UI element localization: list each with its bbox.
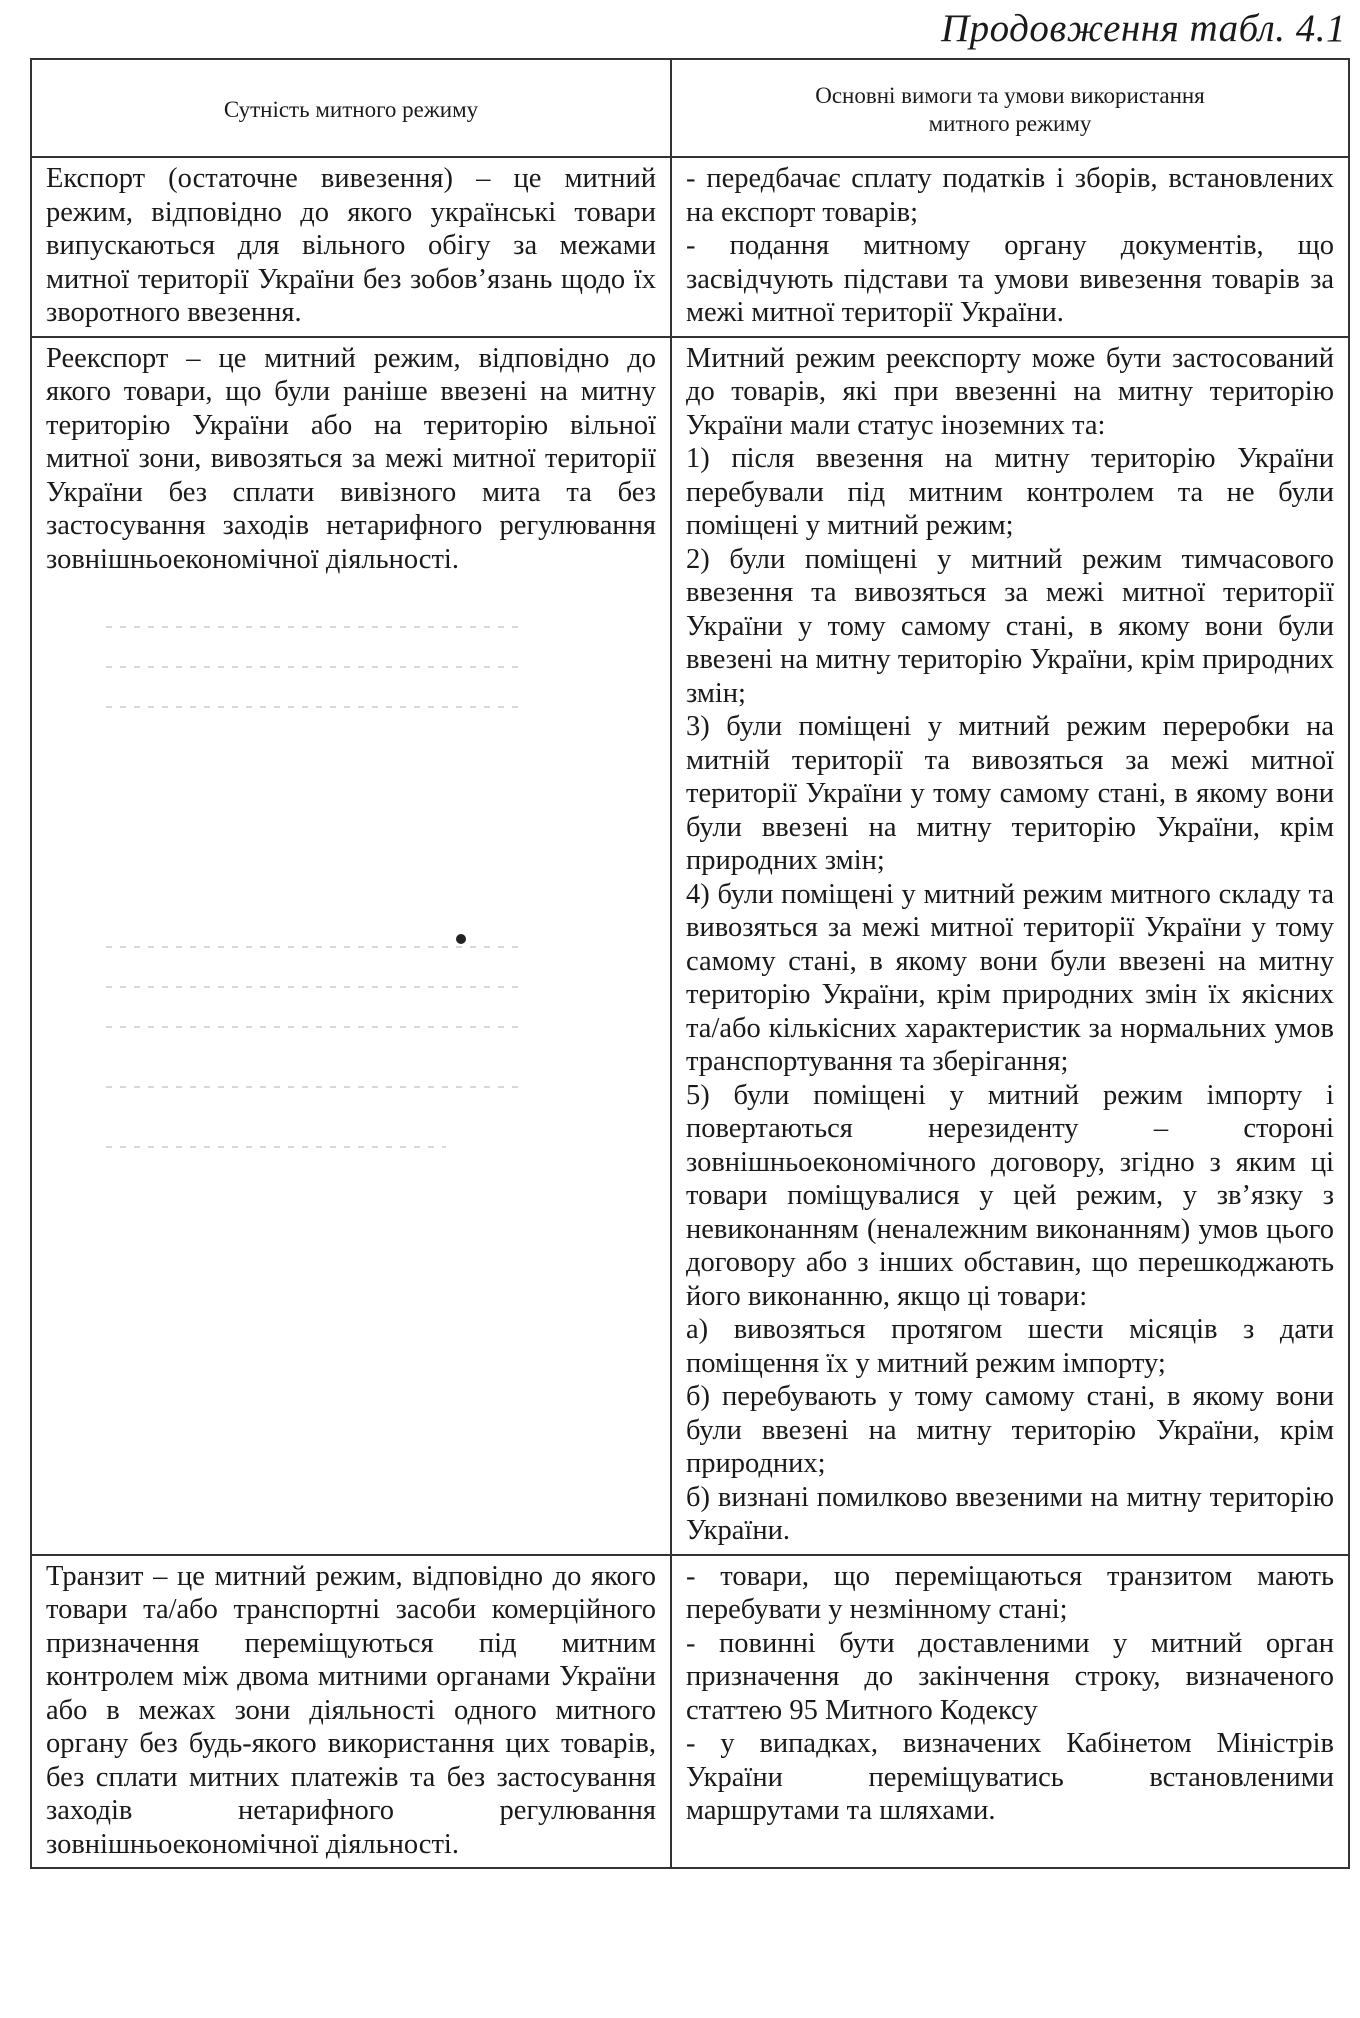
reexport-requirement-item: б) визнані помилково ввезеними на митну територію України. (686, 1481, 1334, 1546)
ghost-line (106, 986, 526, 988)
export-essence-cell (31, 157, 671, 337)
table-header-row (31, 59, 1349, 157)
export-requirement-item: - передбачає сплату податків і зборів, встановлених на експорт товарів; (686, 163, 1334, 228)
transit-essence-text: Транзит – це митний режим, відповідно до якого товари та/або транспортні засоби комерційного призначення переміщуються під митним контролем між двома митними органами України або в межах зони діяльності одного митного органу без будь-якого використання цих товарів, без сплати митних платежів та без застосування заходів нетарифного регулювання зовнішньоекономічної діяльності. (46, 1560, 656, 1860)
reexport-requirement-item: 4) були поміщені у митний режим митного складу та вивозяться за межі митної території України у тому самому стані, в якому вони були ввезені на митну територію України, крім природних змін їх якісних та/або кількісних характеристик за нормальних умов транспортування та зберігання; (686, 878, 1334, 1077)
reexport-requirements-cell (671, 337, 1349, 1555)
ink-spot (456, 934, 466, 944)
ghost-line (106, 666, 526, 668)
reexport-requirement-item: 2) були поміщені у митний режим тимчасового ввезення та вивозяться за межі митної території України у тому самому стані, в якому вони були ввезені на митну територію України, крім природних змін; (686, 543, 1334, 709)
table-row-reexport (31, 337, 1349, 1555)
customs-regimes-table (30, 58, 1348, 1869)
reexport-requirement-item: 3) були поміщені у митний режим переробки на митній території та вивозяться за межі митної території України у тому самому стані, в якому вони були ввезені на митну територію України, крім природних змін; (686, 711, 1334, 876)
reexport-requirement-item: 5) були поміщені у митний режим імпорту і повертаються нерезиденту – стороні зовнішньоекономічного договору, згідно з яким ці товари поміщувалися у цей режим, у зв’язку з невиконанням (неналежним виконанням) умов цього договору або з інших обставин, що перешкоджають його виконанню, якщо ці товари: (686, 1079, 1334, 1312)
ghost-line (106, 1026, 526, 1028)
table-continuation-label: Продовження табл. 4.1 (941, 7, 1346, 50)
export-requirement-item: - подання митному органу документів, що засвідчують підстави та умови вивезення товарів за межі митної території України. (686, 230, 1334, 328)
reexport-requirement-item: б) перебувають у тому самому стані, в якому вони були ввезені на митну територію України, крім природних; (686, 1381, 1334, 1479)
transit-essence-cell (31, 1555, 671, 1869)
faded-bleedthrough-area (46, 616, 656, 1256)
header-essence: Сутність митного режиму (31, 59, 671, 157)
ghost-line (106, 1146, 446, 1148)
table-row-export (31, 157, 1349, 337)
ghost-line (106, 946, 526, 948)
reexport-essence-text: Реекспорт – це митний режим, відповідно до якого товари, що були раніше ввезені на митну територію України або на територію вільної митної зони, вивозяться за межі митної території України без сплати вивізного мита та без застосування заходів нетарифного регулювання зовнішньоекономічної діяльності. (46, 342, 656, 575)
transit-requirement-item: - товари, що переміщаються транзитом мають перебувати у незмінному стані; (686, 1560, 1334, 1625)
export-essence-text: Експорт (остаточне вивезення) – це митний режим, відповідно до якого українські товари випускаються для вільного обігу за межами митної території України без зобов’язань щодо їх зворотного ввезення. (46, 163, 656, 328)
reexport-requirement-item: 1) після ввезення на митну територію України перебували під митним контролем та не були поміщені у митний режим; (686, 443, 1334, 541)
export-requirements-cell (671, 157, 1349, 337)
transit-requirement-item: - повинні бути доставленими у митний орган призначення до закінчення строку, визначеного статтею 95 Митного Кодексу (686, 1627, 1334, 1726)
transit-requirements-cell (671, 1555, 1349, 1869)
header-requirements: Основні вимоги та умови використання митного режиму (671, 59, 1349, 157)
table-row-transit (31, 1555, 1349, 1869)
reexport-requirement-item: Митний режим реекспорту може бути застосований до товарів, які при ввезенні на митну територію України мали статус іноземних та: (686, 342, 1334, 441)
ghost-line (106, 1086, 526, 1088)
reexport-requirement-item: а) вивозяться протягом шести місяців з дати поміщення їх у митний режим імпорту; (686, 1314, 1334, 1379)
ghost-line (106, 706, 526, 708)
reexport-essence-cell (31, 337, 671, 1555)
transit-requirement-item: - у випадках, визначених Кабінетом Міністрів України переміщуватись встановленими маршрутами та шляхами. (686, 1728, 1334, 1826)
ghost-line (106, 626, 526, 628)
